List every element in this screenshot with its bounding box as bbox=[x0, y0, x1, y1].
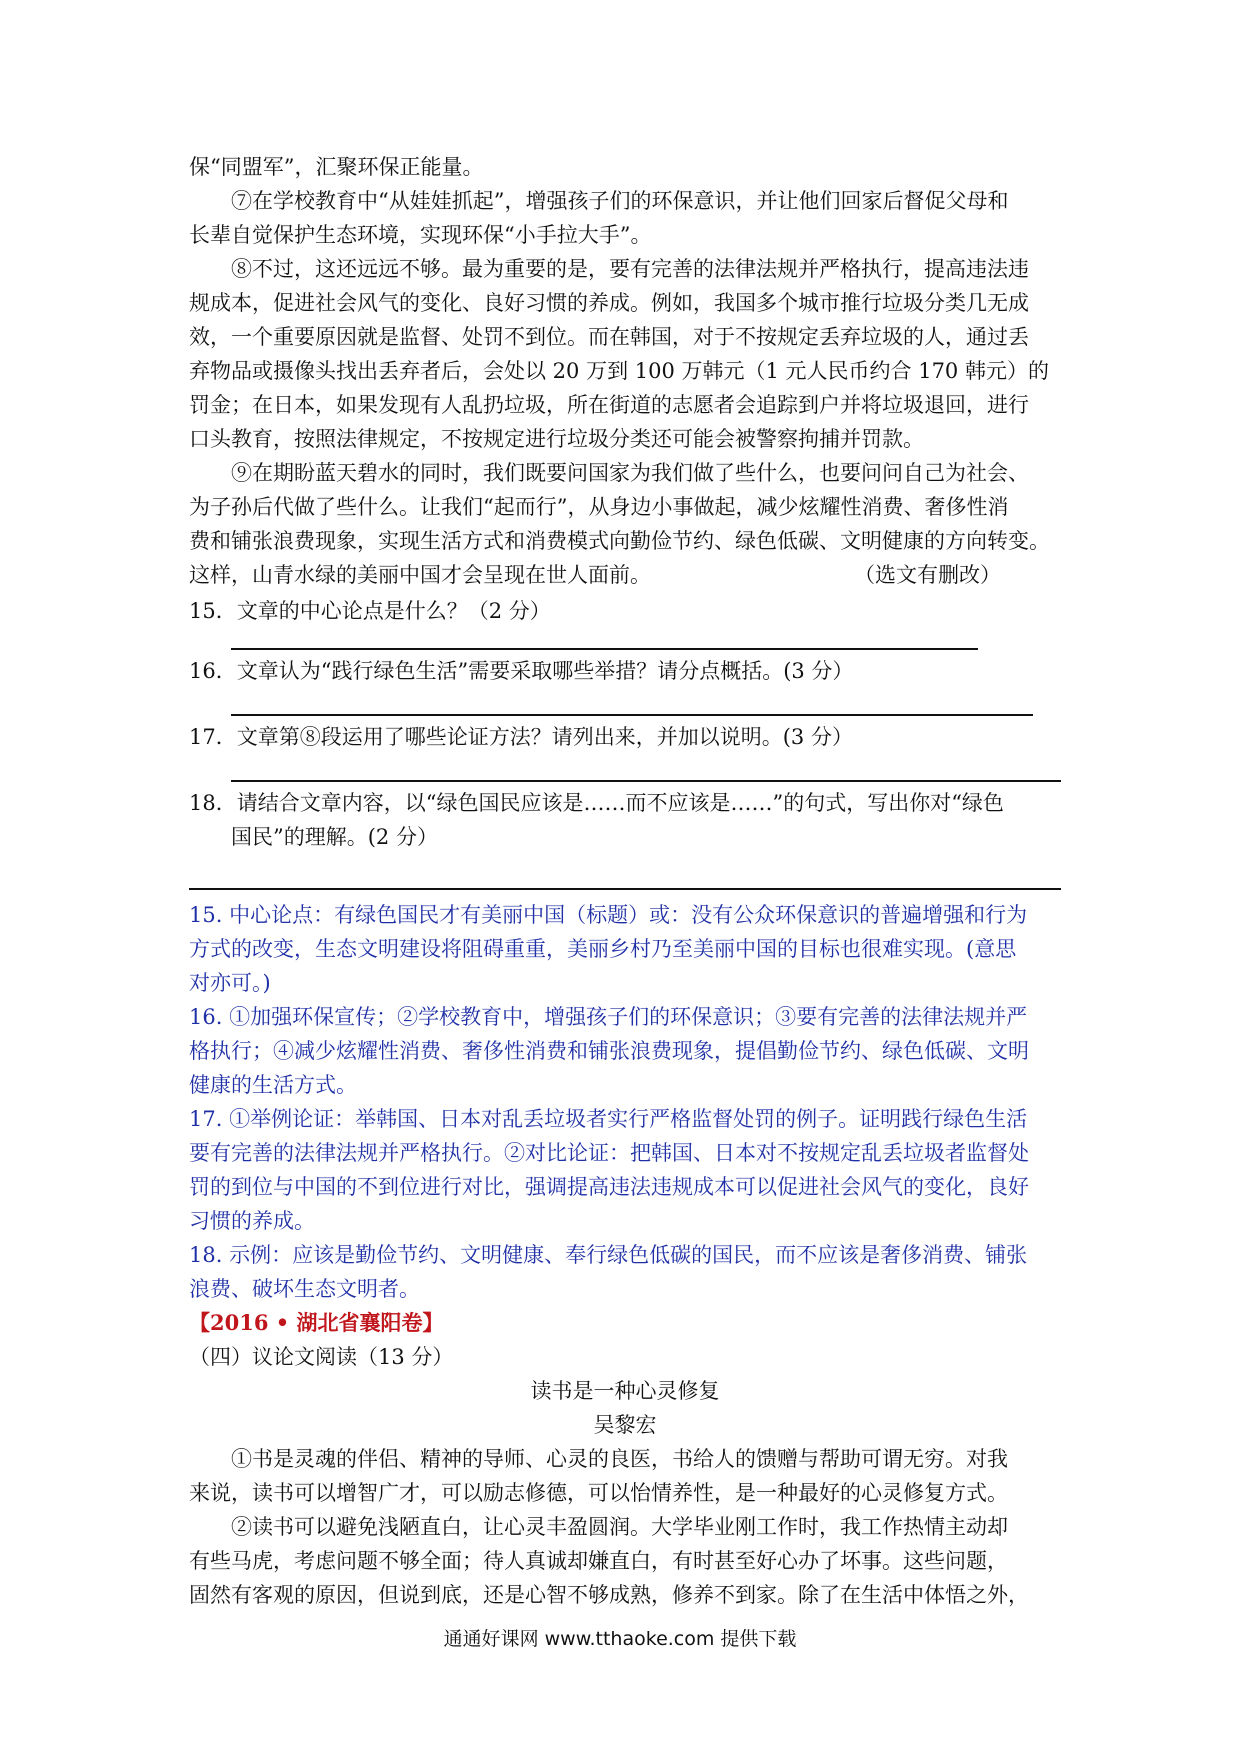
answer-blank-15[interactable] bbox=[231, 648, 978, 650]
answer-line: 15. 中心论点：有绿色国民才有美丽中国（标题）或：没有公众环保意识的普遍增强和行为 bbox=[189, 903, 1028, 927]
answer-16 bbox=[189, 1000, 1061, 1102]
paragraph-6-tail: 保“同盟军”，汇聚环保正能量。 bbox=[189, 155, 484, 179]
article-title: 读书是一种心灵修复 bbox=[530, 1379, 720, 1403]
paragraph-9 bbox=[189, 456, 1061, 592]
source-note: （选文有删改） bbox=[854, 563, 1001, 587]
article-author: 吴黎宏 bbox=[593, 1413, 657, 1437]
answer-line: 浪费、破坏生态文明者。 bbox=[189, 1277, 420, 1301]
article2-paragraph-2 bbox=[189, 1510, 1061, 1612]
paragraph-line: ⑨在期盼蓝天碧水的同时，我们既要问国家为我们做了些什么，也要问问自己为社会、 bbox=[231, 461, 1029, 485]
paragraph-line: ①书是灵魂的伴侣、精神的导师、心灵的良医，书给人的馈赠与帮助可谓无穷。对我 bbox=[231, 1447, 1008, 1471]
answer-line: 健康的生活方式。 bbox=[189, 1073, 357, 1097]
paragraph-line: 规成本，促进社会风气的变化、良好习惯的养成。例如，我国多个城市推行垃圾分类几无成 bbox=[189, 291, 1029, 315]
paragraph-line: 为子孙后代做了些什么。让我们“起而行”，从身边小事做起，减少炫耀性消费、奢侈性消 bbox=[189, 495, 1009, 519]
answer-18 bbox=[189, 1238, 1061, 1306]
paragraph-line: 有些马虎，考虑问题不够全面；待人真诚却嫌直白，有时甚至好心办了坏事。这些问题， bbox=[189, 1549, 1008, 1573]
answer-17 bbox=[189, 1102, 1061, 1238]
paragraph-line: 效，一个重要原因就是监督、处罚不到位。而在韩国，对于不按规定丢弃垃圾的人，通过丢 bbox=[189, 325, 1029, 349]
paragraph-line: 费和铺张浪费现象，实现生活方式和消费模式向勤俭节约、绿色低碳、文明健康的方向转变。 bbox=[189, 529, 1050, 553]
answer-line: 罚的到位与中国的不到位进行对比，强调提高违法违规成本可以促进社会风气的变化，良好 bbox=[189, 1175, 1029, 1199]
paragraph-line: 来说，读书可以增智广才，可以励志修德，可以怡情养性，是一种最好的心灵修复方式。 bbox=[189, 1481, 1008, 1505]
article2-paragraph-1 bbox=[189, 1442, 1061, 1510]
paragraph-line: 弃物品或摄像头找出丢弃者后，会处以 20 万到 100 万韩元（1 元人民币约合 170 韩元）的 bbox=[189, 359, 1049, 383]
paragraph-line: 口头教育，按照法律规定，不按规定进行垃圾分类还可能会被警察拘捕并罚款。 bbox=[189, 427, 924, 451]
paragraph-text: 这样，山青水绿的美丽中国才会呈现在世人面前。 bbox=[189, 563, 651, 587]
question-17: 17．文章第⑧段运用了哪些论证方法？请列出来，并加以说明。(3 分） bbox=[189, 725, 853, 749]
answer-blank-16[interactable] bbox=[231, 714, 1033, 716]
question-15: 15．文章的中心论点是什么？（2 分） bbox=[189, 599, 551, 623]
paragraph-line bbox=[189, 558, 1061, 592]
paragraph-line: 固然有客观的原因，但说到底，还是心智不够成熟，修养不到家。除了在生活中体悟之外， bbox=[189, 1583, 1029, 1607]
question-18 bbox=[189, 786, 1061, 854]
answer-line: 要有完善的法律法规并严格执行。②对比论证：把韩国、日本对不按规定乱丢垃圾者监督处 bbox=[189, 1141, 1029, 1165]
paragraph-line: 长辈自觉保护生态环境，实现环保“小手拉大手”。 bbox=[189, 223, 652, 247]
paragraph-7 bbox=[189, 184, 1061, 252]
answer-line: 格执行；④减少炫耀性消费、奢侈性消费和铺张浪费现象，提倡勤俭节约、绿色低碳、文明 bbox=[189, 1039, 1029, 1063]
answer-line: 习惯的养成。 bbox=[189, 1209, 315, 1233]
paragraph-line: ⑧不过，这还远远不够。最为重要的是，要有完善的法律法规并严格执行，提高违法违 bbox=[231, 257, 1029, 281]
answer-15 bbox=[189, 898, 1061, 1000]
document-page bbox=[189, 150, 1061, 1612]
page-footer: 通通好课网 www.tthaoke.com 提供下载 bbox=[443, 1628, 797, 1650]
answer-blank-17[interactable] bbox=[231, 780, 1061, 782]
answer-line: 17. ①举例论证：举韩国、日本对乱丢垃圾者实行严格监督处罚的例子。证明践行绿色生活 bbox=[189, 1107, 1028, 1131]
question-16: 16．文章认为“践行绿色生活”需要采取哪些举措？请分点概括。(3 分） bbox=[189, 659, 854, 683]
source-tag: 【2016 • 湖北省襄阳卷】 bbox=[189, 1310, 444, 1335]
paragraph-line: 罚金；在日本，如果发现有人乱扔垃圾，所在街道的志愿者会追踪到户并将垃圾退回，进行 bbox=[189, 393, 1029, 417]
answer-blank-18[interactable] bbox=[189, 888, 1061, 890]
section-heading: （四）议论文阅读（13 分） bbox=[189, 1345, 454, 1369]
answer-line: 18. 示例：应该是勤俭节约、文明健康、奉行绿色低碳的国民，而不应该是奢侈消费、铺张 bbox=[189, 1243, 1028, 1267]
answer-key bbox=[189, 898, 1061, 1306]
answer-line: 方式的改变，生态文明建设将阻碍重重，美丽乡村乃至美丽中国的目标也很难实现。(意思 bbox=[189, 937, 1017, 961]
answer-line: 16. ①加强环保宣传；②学校教育中，增强孩子们的环保意识；③要有完善的法律法规并严 bbox=[189, 1005, 1028, 1029]
paragraph-8 bbox=[189, 252, 1061, 456]
question-line: 18．请结合文章内容，以“绿色国民应该是……而不应该是……”的句式，写出你对“绿色 bbox=[189, 791, 1004, 815]
paragraph-line: ②读书可以避免浅陋直白，让心灵丰盈圆润。大学毕业刚工作时，我工作热情主动却 bbox=[231, 1515, 1008, 1539]
question-line: 国民”的理解。(2 分） bbox=[231, 825, 438, 849]
answer-line: 对亦可。) bbox=[189, 971, 271, 995]
paragraph-line: ⑦在学校教育中“从娃娃抓起”，增强孩子们的环保意识，并让他们回家后督促父母和 bbox=[231, 189, 1009, 213]
